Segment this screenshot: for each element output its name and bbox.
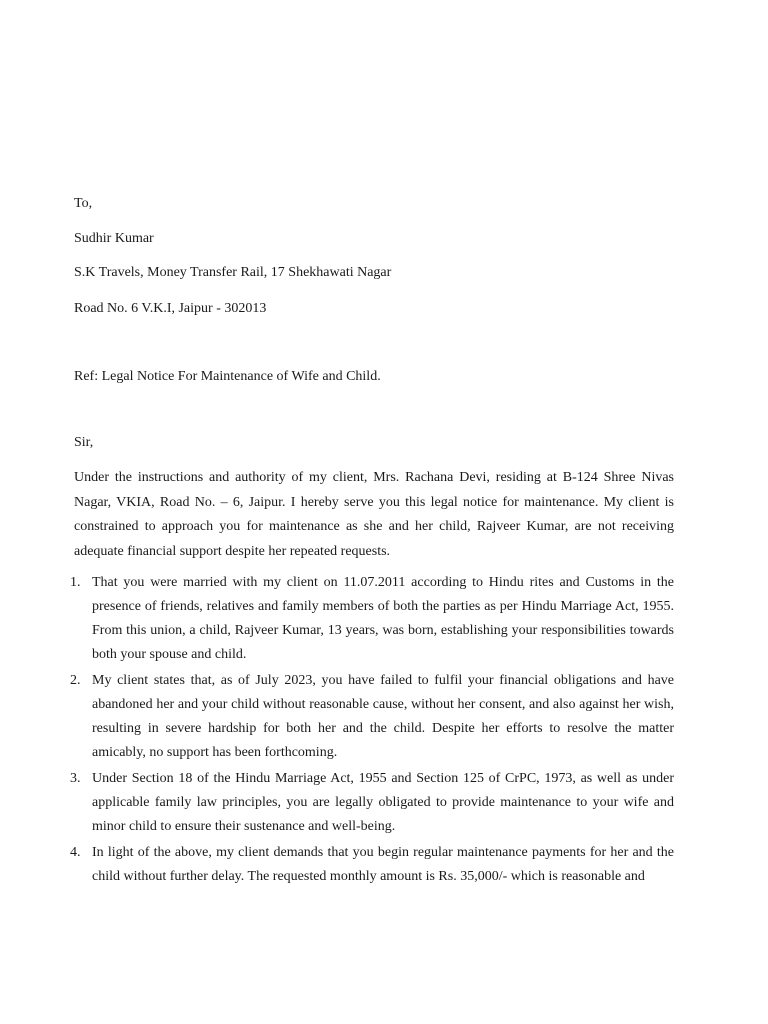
greeting: Sir, xyxy=(74,435,94,450)
list-item xyxy=(70,767,674,839)
recipient-name: Sudhir Kumar xyxy=(74,231,154,246)
list-item-number: 1. xyxy=(70,575,81,590)
list-item-text: In light of the above, my client demands that you begin regular maintenance payments for her and the child without further delay. The requested monthly amount is Rs. 35,000/- which is reasonable and xyxy=(92,845,674,884)
reference-line: Ref: Legal Notice For Maintenance of Wife and Child. xyxy=(74,369,381,384)
list-item-text: Under Section 18 of the Hindu Marriage Act, 1955 and Section 125 of CrPC, 1973, as well as under applicable family law principles, you are legally obligated to provide maintenance to your wife and minor child to ensure their sustenance and well-being. xyxy=(92,771,674,834)
letter-page xyxy=(70,0,674,1024)
list-item-number: 2. xyxy=(70,673,81,688)
recipient-address-line-1: S.K Travels, Money Transfer Rail, 17 Shekhawati Nagar xyxy=(74,265,392,280)
list-item-text: That you were married with my client on 11.07.2011 according to Hindu rites and Customs in the presence of friends, relatives and family members of both the parties as per Hindu Marriage Act, 1955. From this union, a child, Rajveer Kumar, 13 years, was born, establishing your responsibilities towards both your spouse and child. xyxy=(92,575,674,662)
numbered-points-list xyxy=(70,571,674,891)
list-item xyxy=(70,669,674,765)
list-item xyxy=(70,841,674,889)
list-item-number: 3. xyxy=(70,771,81,786)
salutation-to: To, xyxy=(74,196,93,211)
list-item-text: My client states that, as of July 2023, you have failed to fulfil your financial obligations and have abandoned her and your child without reasonable cause, without her consent, and also against her wish, resulting in severe hardship for both her and the child. Despite her efforts to resolve the matter amicably, no support has been forthcoming. xyxy=(92,673,674,760)
list-item-number: 4. xyxy=(70,845,81,860)
intro-paragraph: Under the instructions and authority of my client, Mrs. Rachana Devi, residing at B-124 Shree Nivas Nagar, VKIA, Road No. – 6, Jaipur. I hereby serve you this legal notice for maintenance. My client is constrained to approach you for maintenance as she and her child, Rajveer Kumar, are not receiving adequate financial support despite her repeated requests. xyxy=(74,470,674,559)
recipient-address-line-2: Road No. 6 V.K.I, Jaipur - 302013 xyxy=(74,301,267,316)
list-item xyxy=(70,571,674,667)
